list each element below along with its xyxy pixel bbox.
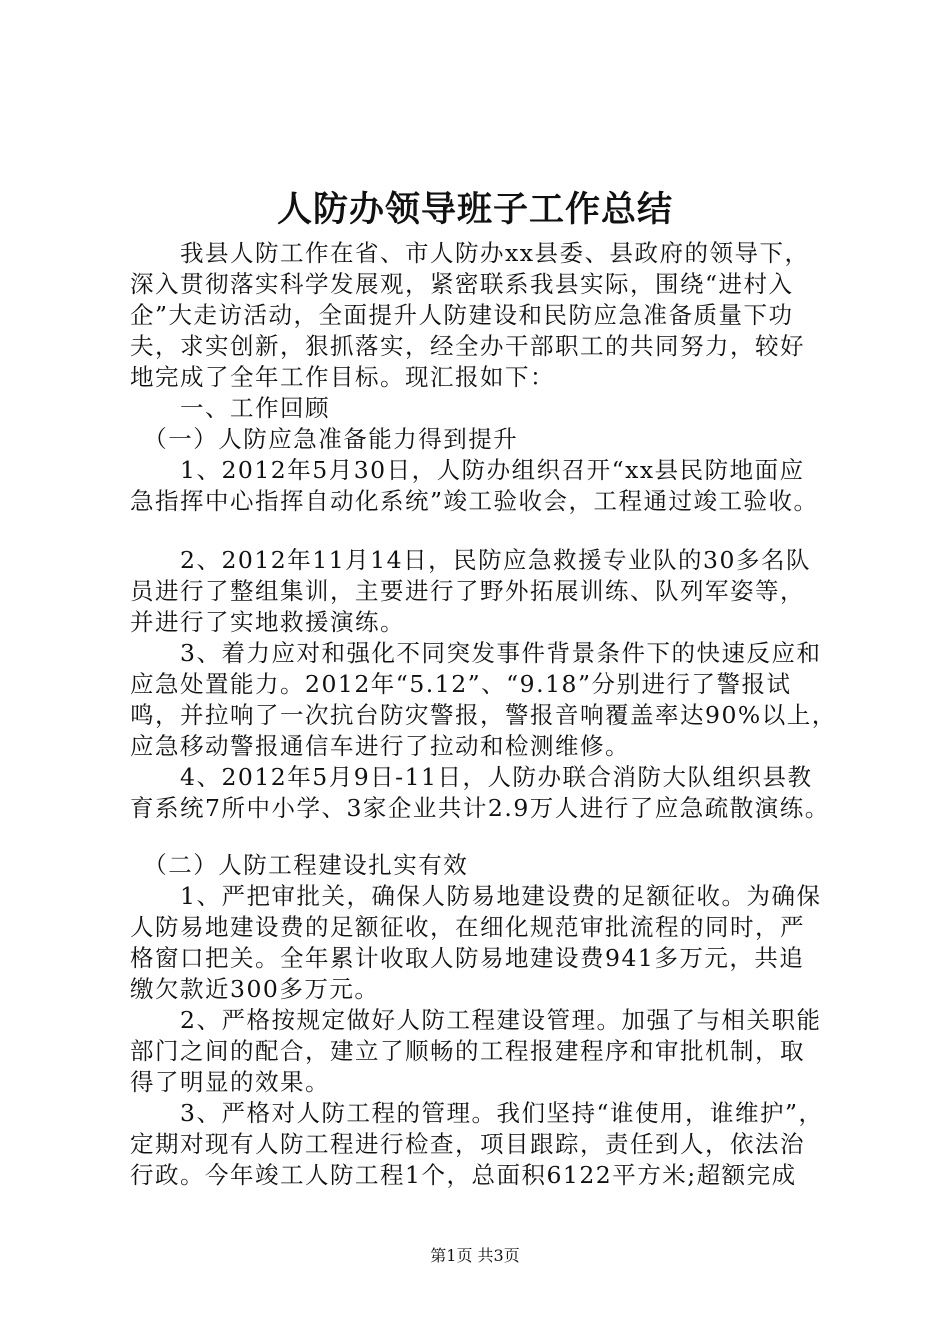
- paragraph-line: 行政。今年竣工人防工程1个，总面积6122平方米;超额完成: [130, 1161, 797, 1189]
- paragraph-line: 1、严把审批关，确保人防易地建设费的足额征收。为确保: [130, 882, 822, 910]
- paragraph-line: 2、2012年11月14日，民防应急救援专业队的30多名队: [130, 546, 811, 574]
- paragraph-line: 并进行了实地救援演练。: [130, 608, 405, 636]
- page-number-footer: 第1页 共3页: [430, 1246, 520, 1265]
- paragraph-line: 格窗口把关。全年累计收取人防易地建设费941多万元，共追: [130, 944, 805, 972]
- paragraph-line: 得了明显的效果。: [130, 1068, 330, 1096]
- subsection-heading: （二）人防工程建设扎实有效: [130, 851, 469, 879]
- section-heading: 一、工作回顾: [130, 394, 330, 422]
- paragraph-line: 1、2012年5月30日，人防办组织召开“xx县民防地面应: [130, 456, 805, 484]
- paragraph-line: 部门之间的配合，建立了顺畅的工程报建程序和审批机制，取: [130, 1037, 805, 1065]
- paragraph-line: 鸣，并拉响了一次抗台防灾警报，警报音响覆盖率达90%以上，: [130, 701, 837, 729]
- paragraph-line: 企”大走访活动，全面提升人防建设和民防应急准备质量下功: [130, 301, 794, 329]
- paragraph-line: 3、严格对人防工程的管理。我们坚持“谁使用，谁维护”，: [130, 1099, 824, 1127]
- paragraph-line: 员进行了整组集训，主要进行了野外拓展训练、队列军姿等，: [130, 577, 805, 605]
- paragraph-line: 育系统7所中小学、3家企业共计2.9万人进行了应急疏散演练。: [130, 794, 830, 822]
- paragraph-line: 应急处置能力。2012年“5.12”、“9.18”分别进行了警报试: [130, 670, 792, 698]
- paragraph-line: 2、严格按规定做好人防工程建设管理。加强了与相关职能: [130, 1006, 822, 1034]
- paragraph-line: 缴欠款近300多万元。: [130, 975, 380, 1003]
- paragraph-line: 我县人防工作在省、市人防办xx县委、县政府的领导下，: [130, 239, 810, 267]
- paragraph-line: 地完成了全年工作目标。现汇报如下：: [130, 363, 555, 391]
- paragraph-line: 人防易地建设费的足额征收，在细化规范审批流程的同时，严: [130, 913, 805, 941]
- paragraph-line: 夫，求实创新，狠抓落实，经全办干部职工的共同努力，较好: [130, 332, 805, 360]
- paragraph-line: 3、着力应对和强化不同突发事件背景条件下的快速反应和: [130, 639, 822, 667]
- paragraph-line: 深入贯彻落实科学发展观，紧密联系我县实际，围绕“进村入: [130, 270, 794, 298]
- paragraph-line: 定期对现有人防工程进行检查，项目跟踪，责任到人，依法治: [130, 1130, 805, 1158]
- document-title: 人防办领导班子工作总结: [276, 189, 673, 230]
- paragraph-line: 急指挥中心指挥自动化系统”竣工验收会，工程通过竣工验收。: [130, 487, 819, 515]
- paragraph-line: 4、2012年5月9日-11日，人防办联合消防大队组织县教: [130, 763, 813, 791]
- paragraph-line: 应急移动警报通信车进行了拉动和检测维修。: [130, 732, 630, 760]
- subsection-heading: （一）人防应急准备能力得到提升: [130, 425, 519, 453]
